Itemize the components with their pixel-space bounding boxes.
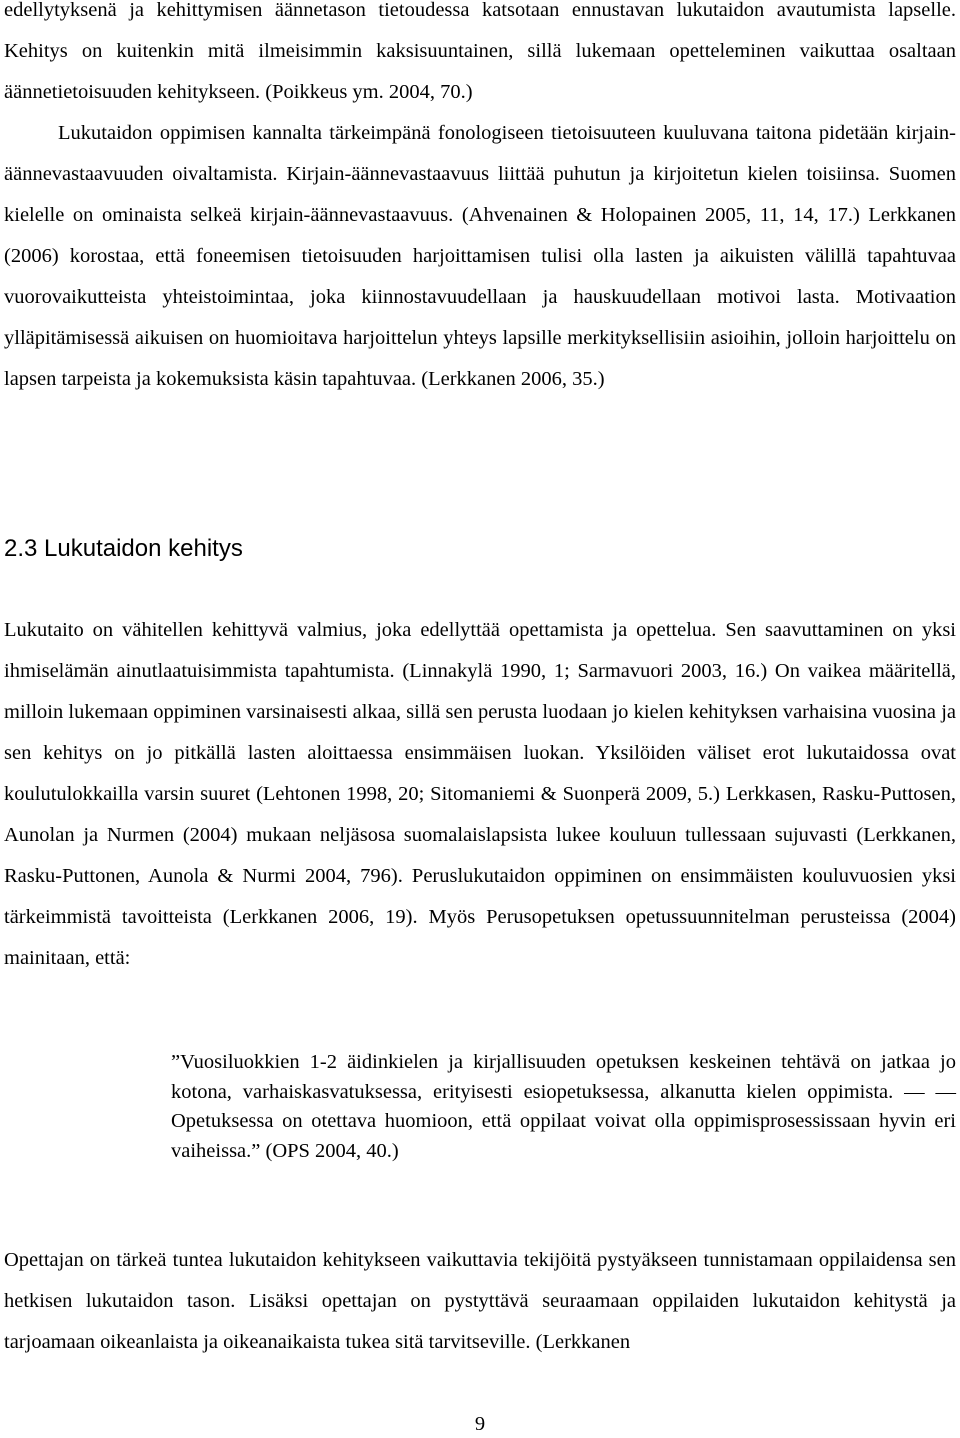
- section-heading: 2.3 Lukutaidon kehitys: [4, 535, 243, 562]
- body-paragraph: Opettajan on tärkeä tuntea lukutaidon kehitykseen vaikuttavia tekijöitä pystyäkseen tunnistamaan oppilaidensa sen hetkisen lukutaidon tason. Lisäksi opettajan on pystyttävä seuraamaan oppilaiden lukutaidon kehitystä ja tarjoamaan oikeanlaista ja oikeanaikaista tukea sitä tarvitseville. (Lerkkanen: [4, 1249, 956, 1353]
- page-number: 9: [474, 1413, 486, 1435]
- body-paragraph: Lukutaidon oppimisen kannalta tärkeimpänä fonologiseen tietoisuuteen kuuluvana taitona pidetään kirjain-äännevastaavuuden oivaltamista. Kirjain-äännevastaavuus liittää puhutun ja kirjoitetun kielen toisiinsa. Suomen kielelle on ominaista selkeä kirjain-äännevastaavuus. (Ahvenainen & Holopainen 2005, 11, 14, 17.) Lerkkanen (2006) korostaa, että foneemisen tietoisuuden harjoittamisen tulisi olla lasten ja aikuisten välillä tapahtuvaa vuorovaikutteista yhteistoimintaa, joka kiinnostavuudellaan ja hauskuudellaan motivoi lasta. Motivaation ylläpitämisessä aikuisen on huomioitava harjoittelun yhteys lapsille merkityksellisiin asioihin, jolloin harjoittelu on lapsen tarpeista ja kokemuksista käsin tapahtuvaa. (Lerkkanen 2006, 35.): [4, 122, 956, 390]
- body-paragraph-continued: edellytyksenä ja kehittymisen äännetason tietoudessa katsotaan ennustavan lukutaidon avautumista lapselle. Kehitys on kuitenkin mitä ilmeisimmin kaksisuuntainen, sillä lukemaan opetteleminen vaikuttaa osaltaan äännetietoisuuden kehitykseen. (Poikkeus ym. 2004, 70.): [4, 0, 956, 103]
- block-quote: ”Vuosiluokkien 1-2 äidinkielen ja kirjallisuuden opetuksen keskeinen tehtävä on jatkaa jo kotona, varhaiskasvatuksessa, erityisesti esiopetuksessa, alkanutta kielen oppimista. — — Opetuksessa on otettava huomioon, että oppilaat voivat olla oppimisprosessissaan hyvin eri vaiheissa.” (OPS 2004, 40.): [171, 1051, 956, 1162]
- body-paragraph: Lukutaito on vähitellen kehittyvä valmius, joka edellyttää opettamista ja opettelua. Sen saavuttaminen on yksi ihmiselämän ainutlaatuisimmista tapahtumista. (Linnakylä 1990, 1; Sarmavuori 2003, 16.) On vaikea määritellä, milloin lukemaan oppiminen varsinaisesti alkaa, sillä sen perusta luodaan jo kielen kehityksen varhaisina vuosina ja sen kehitys on jo pitkällä lasten aloittaessa ensimmäisen luokan. Yksilöiden väliset erot lukutaidossa ovat koulutulokkailla varsin suuret (Lehtonen 1998, 20; Sitomaniemi & Suonperä 2009, 5.) Lerkkasen, Rasku-Puttosen, Aunolan ja Nurmen (2004) mukaan neljäsosa suomalaislapsista lukee kouluun tullessaan sujuvasti (Lerkkanen, Rasku-Puttonen, Aunola & Nurmi 2004, 796). Peruslukutaidon oppiminen on ensimmäisten kouluvuosien yksi tärkeimmistä tavoitteista (Lerkkanen 2006, 19). Myös Perusopetuksen opetussuunnitelman perusteissa (2004) mainitaan, että:: [4, 619, 956, 969]
